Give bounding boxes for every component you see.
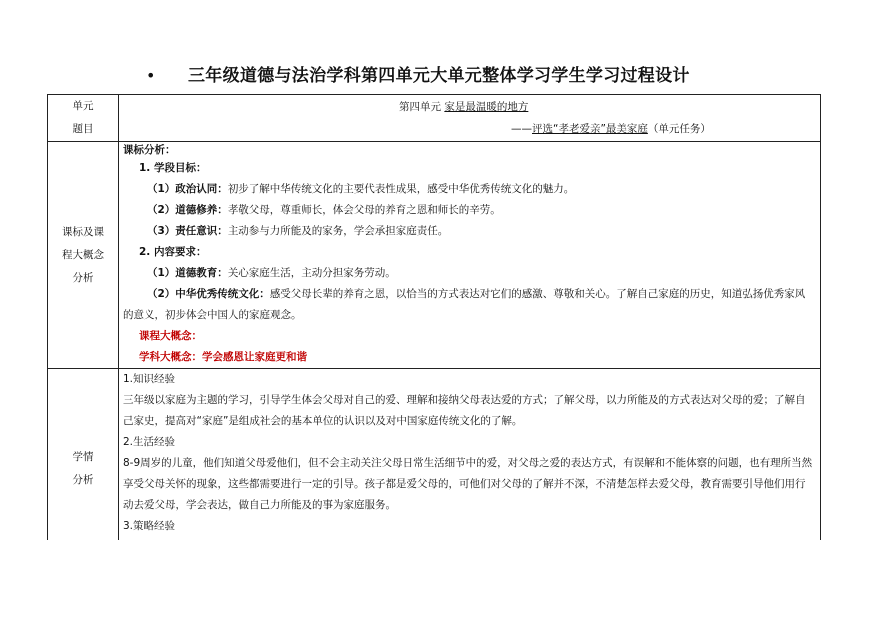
curriculum-label-cell [48,142,119,369]
learner-label-line1: 学情 [72,451,94,463]
learner-section-3-heading: 3.策略经验 [123,520,176,532]
unit-task: 评选“孝老爱亲”最美家庭 [532,123,648,135]
document-title: 三年级道德与法治学科第四单元大单元整体学习学生学习过程设计 [188,66,690,86]
curriculum-content-cell [119,142,821,369]
unit-content-cell [119,95,821,142]
goal-3 [119,221,820,242]
learner-section-2-text: 8-9周岁的儿童，他们知道父母爱他们，但不会主动关注父母日常生活细节中的爱，对父母之爱的表达方式，有误解和不能体察的问题，也有理所当然享受父母关怀的现象，这些都需要进行一定的引导。孩子都是爱父母的，可他们对父母的了解并不深，不清楚怎样去爱父母，教育需要引导他们用行动去爱父母，学会表达，做自己力所能及的事为家庭服务。 [123,457,813,511]
unit-task-dash: —— [511,123,532,135]
content-1 [119,263,820,284]
content-2-text: 感受父母长辈的养育之恩，以恰当的方式表达对它们的感激、尊敬和关心。了解自己家庭的历史，知道弘扬优秀家风的意义，初步体会中国人的家庭观念。 [123,288,806,321]
unit-theme: 家是最温暖的地方 [444,101,529,113]
curriculum-label-line2: 程大概念 [62,248,104,261]
curriculum-row [48,142,821,369]
unit-label-line1: 单元 [72,100,94,112]
learner-section-1-heading: 1.知识经验 [123,373,176,385]
goal-3-text: 主动参与力所能及的家务，学会承担家庭责任。 [227,225,449,237]
curriculum-label-line3: 分析 [72,271,94,284]
goal-heading: 1. 学段目标： [139,162,207,174]
subject-concept [119,347,820,368]
learner-section-2-heading: 2.生活经验 [123,436,176,448]
unit-title-line [119,95,820,118]
learner-section-1-text: 三年级以家庭为主题的学习，引导学生体会父母对自己的爱、理解和接纳父母表达爱的方式；了解父母，以力所能及的方式表达对父母的爱；了解自己家史，提高对“家庭”是组成社会的基本单位的认识以及对中国家庭传统文化的了解。 [123,394,806,427]
unit-label-cell [48,95,119,142]
unit-task-suffix: （单元任务） [647,123,711,135]
curriculum-label-line1: 课标及课 [62,225,104,238]
goal-2-key: （2）道德修养： [147,204,228,216]
curriculum-heading: 课标分析： [123,144,176,156]
goal-3-key: （3）责任意识： [147,225,228,237]
page-bottom-margin [47,540,823,620]
title-bullet: • [146,66,156,85]
content-2 [119,284,820,326]
unit-label-line2: 题目 [72,123,94,135]
learner-label-line2: 分析 [72,474,94,486]
goal-2-text: 孝敬父母，尊重师长，体会父母的养育之恩和师长的辛劳。 [227,204,501,216]
subject-concept-text: 学会感恩让家庭更和谐 [202,351,307,363]
unit-row [48,95,821,142]
lesson-design-table [47,94,821,570]
unit-number: 第四单元 [399,101,445,113]
course-concept: 课程大概念： [139,330,202,342]
content-1-text: 关心家庭生活，主动分担家务劳动。 [227,267,396,279]
unit-task-line [119,118,820,141]
content-heading: 2. 内容要求： [139,246,207,258]
document-title-row [0,64,870,88]
goal-1 [119,179,820,200]
content-1-key: （1）道德教育： [147,267,228,279]
content-2-key: （2）中华优秀传统文化： [147,288,270,300]
goal-1-key: （1）政治认同： [147,183,228,195]
goal-2 [119,200,820,221]
subject-concept-label: 学科大概念： [139,351,202,363]
goal-1-text: 初步了解中华传统文化的主要代表性成果，感受中华优秀传统文化的魅力。 [227,183,575,195]
